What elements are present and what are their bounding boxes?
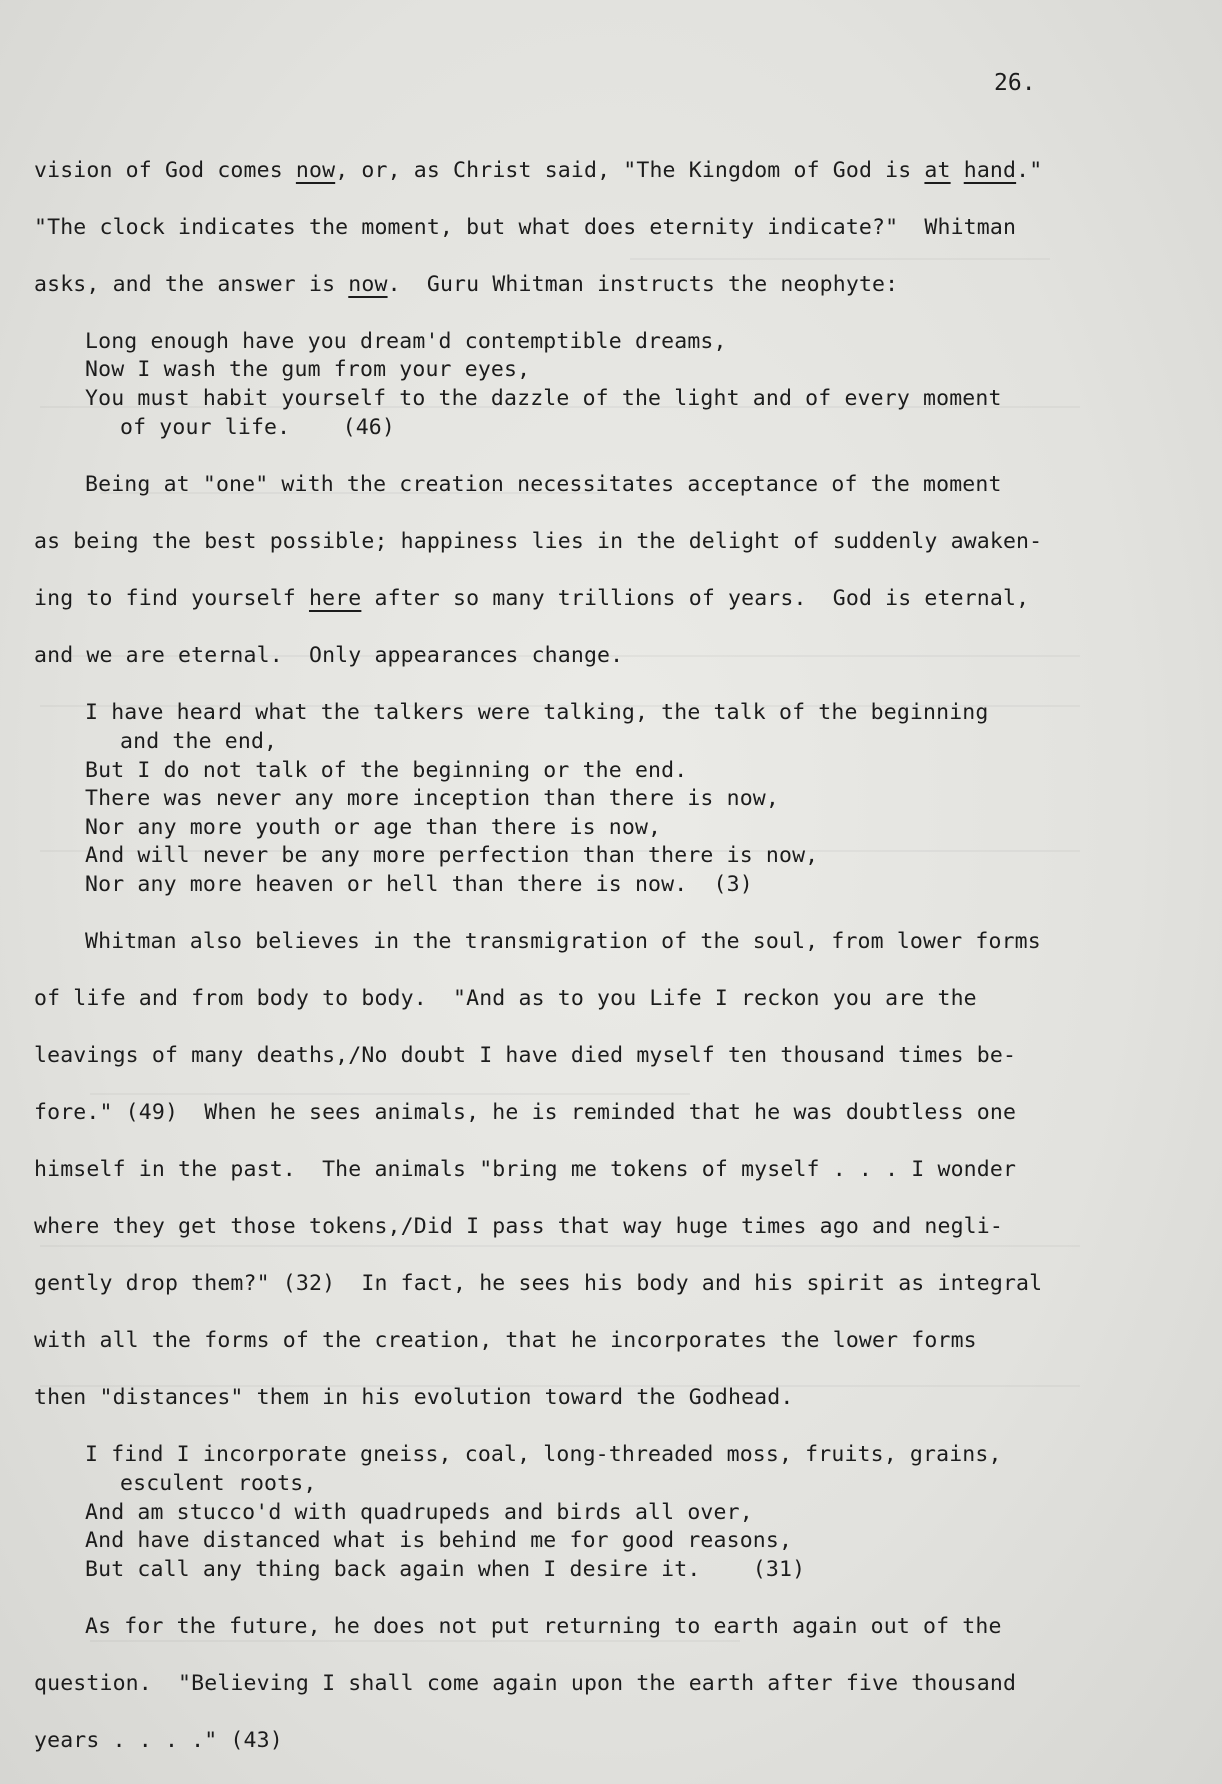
text-segment: . Guru Whitman instructs the neophyte: (387, 272, 899, 297)
underlined-word: now (295, 158, 336, 183)
quote-line: esculent roots, (120, 1471, 317, 1496)
text-line: As for the future, he does not put returning to earth again out of the (85, 1614, 1002, 1639)
text-line: Being at "one" with the creation necessitates acceptance of the moment (85, 472, 1002, 497)
text-line: as being the best possible; happiness lies in the delight of suddenly awaken- (34, 529, 1043, 554)
underlined-word: hand (963, 158, 1017, 183)
quote-line: Now I wash the gum from your eyes, (85, 357, 531, 382)
quote-line: And am stucco'd with quadrupeds and birds all over, (85, 1500, 753, 1525)
quote-line: and the end, (120, 729, 278, 754)
text-line: gently drop them?" (32) In fact, he sees his body and his spirit as integral (34, 1271, 1043, 1296)
text-segment: ." (1016, 158, 1043, 183)
text-line: "The clock indicates the moment, but what does eternity indicate?" Whitman (34, 215, 1017, 240)
quote-line: And have distanced what is behind me for good reasons, (85, 1528, 793, 1553)
quote-line: Nor any more youth or age than there is now, (85, 815, 662, 840)
quote-line: And will never be any more perfection than there is now, (85, 843, 819, 868)
text-line: himself in the past. The animals "bring me tokens of myself . . . I wonder (34, 1157, 1017, 1182)
text-line: where they get those tokens,/Did I pass that way huge times ago and negli- (34, 1214, 1003, 1239)
underlined-word: at (924, 158, 951, 183)
quote-line: Long enough have you dream'd contemptible dreams, (85, 329, 727, 354)
text-line (34, 158, 1042, 183)
text-segment: asks, and the answer is (34, 272, 349, 297)
text-line (34, 586, 1029, 611)
underlined-word: here (308, 586, 362, 611)
text-segment: ing to find yourself (34, 586, 309, 611)
text-segment: vision of God comes (34, 158, 296, 183)
underlined-word: now (348, 272, 388, 297)
quote-line: There was never any more inception than there is now, (85, 786, 779, 811)
text-line: leavings of many deaths,/No doubt I have died myself ten thousand times be- (34, 1043, 1017, 1068)
text-line (34, 272, 898, 297)
quote-line: of your life. (46) (120, 415, 395, 440)
text-line: with all the forms of the creation, that he incorporates the lower forms (34, 1328, 977, 1353)
text-line: of life and from body to body. "And as to you Life I reckon you are the (34, 986, 977, 1011)
quote-line: I find I incorporate gneiss, coal, long-threaded moss, fruits, grains, (85, 1442, 1002, 1467)
text-line: then "distances" them in his evolution toward the Godhead. (34, 1385, 794, 1410)
text-line: fore." (49) When he sees animals, he is reminded that he was doubtless one (34, 1100, 1017, 1125)
quote-line: You must habit yourself to the dazzle of the light and of every moment (85, 386, 1002, 411)
text-segment: , or, as Christ said, "The Kingdom of God is (335, 158, 925, 183)
quote-line: But call any thing back again when I desire it. (31) (85, 1557, 806, 1582)
quote-line: I have heard what the talkers were talking, the talk of the beginning (85, 700, 989, 725)
quote-line: But I do not talk of the beginning or the end. (85, 758, 688, 783)
text-line: years . . . ." (43) (34, 1728, 283, 1753)
text-segment: after so many trillions of years. God is eternal, (361, 586, 1030, 611)
text-line: question. "Believing I shall come again upon the earth after five thousand (34, 1671, 1017, 1696)
page-number: 26. (994, 70, 1036, 96)
quote-line: Nor any more heaven or hell than there is now. (3) (85, 872, 753, 897)
text-line: Whitman also believes in the transmigration of the soul, from lower forms (85, 929, 1041, 954)
text-segment (951, 158, 964, 183)
text-line: and we are eternal. Only appearances change. (34, 643, 624, 668)
